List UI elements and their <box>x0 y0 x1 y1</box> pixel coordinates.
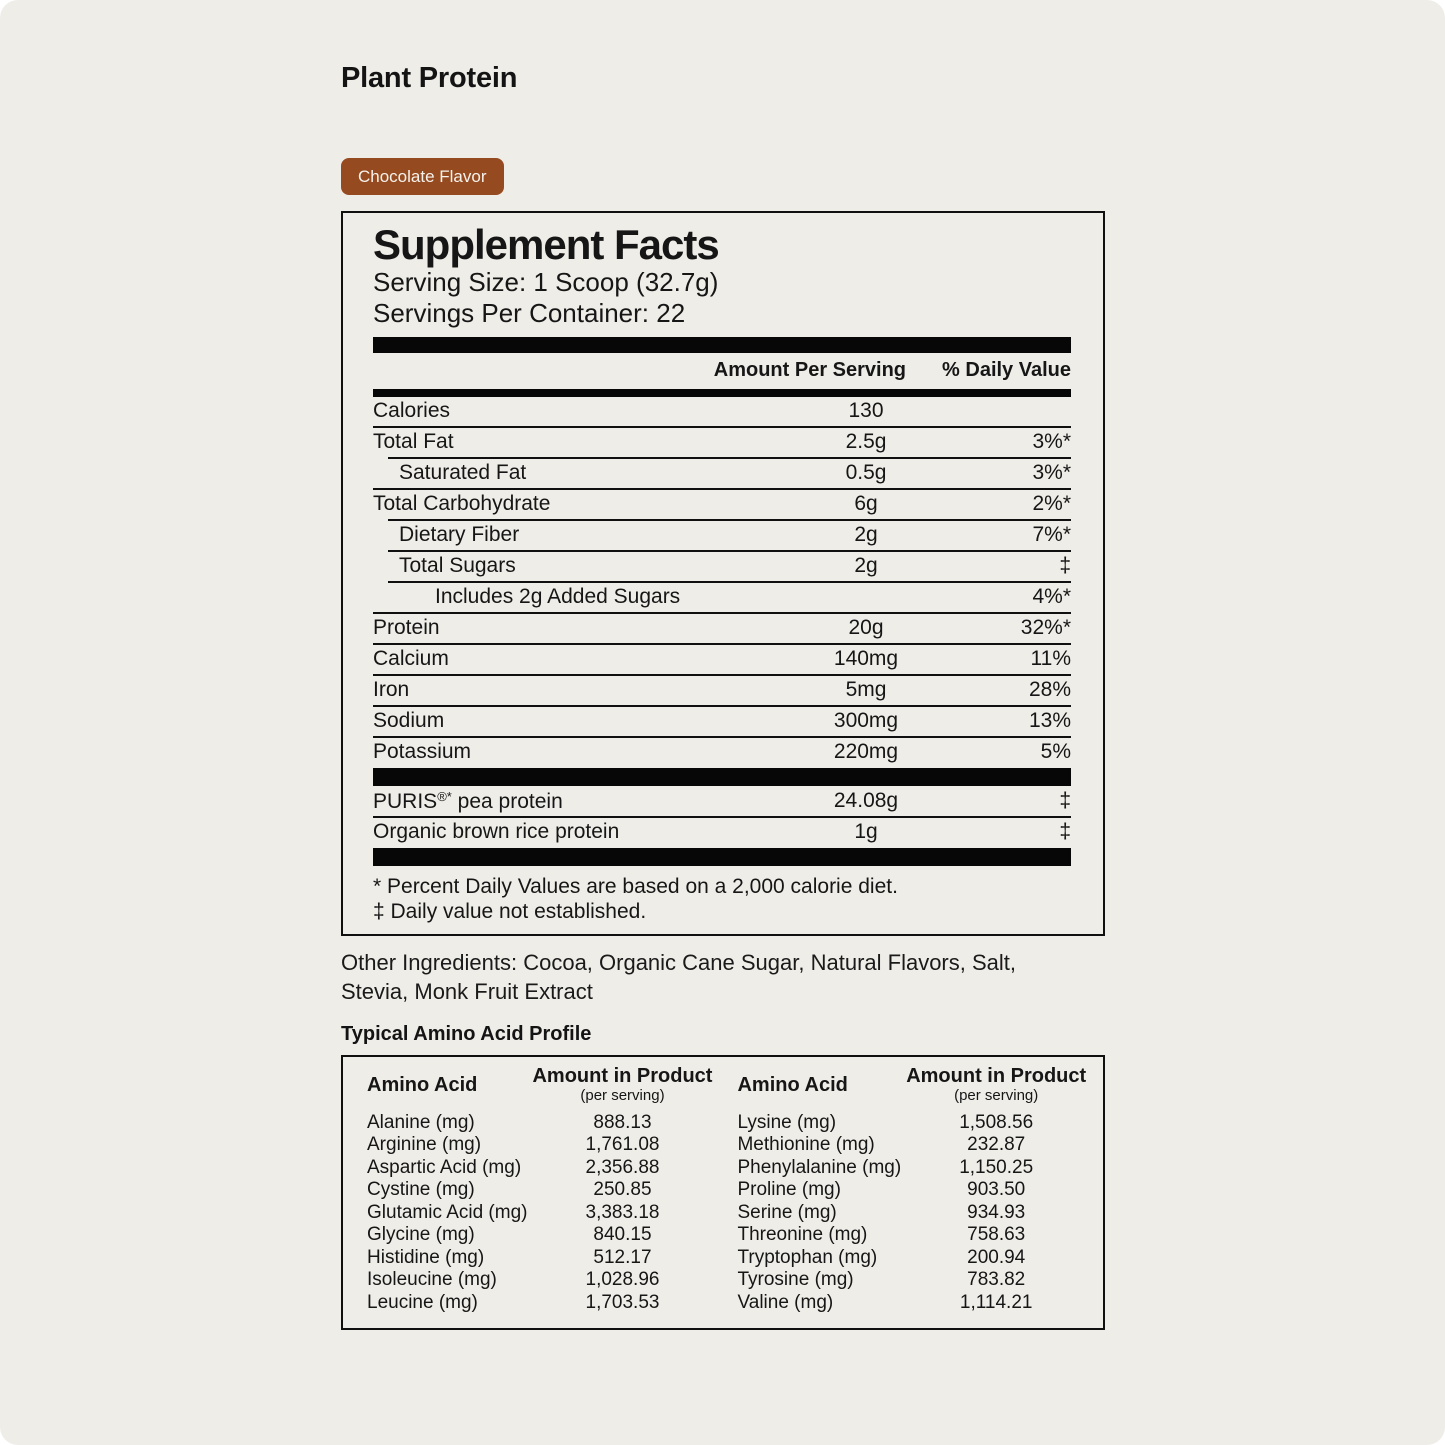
amino-row: Aspartic Acid (mg) 2,356.88 <box>367 1156 660 1178</box>
other-ingredients: Other Ingredients: Cocoa, Organic Cane Sugar, Natural Flavors, Salt, Stevia, Monk Fruit Extract <box>341 950 1016 1005</box>
thin-divider <box>373 389 1071 397</box>
nutrient-row-calcium: Calcium 140mg 11% <box>373 647 1071 671</box>
amino-row: Phenylalanine (mg) 1,150.25 <box>737 1156 1034 1178</box>
facts-column-headers <box>373 353 1071 389</box>
amino-right-headers <box>737 1065 1091 1105</box>
supplement-facts-title: Supplement Facts <box>373 221 719 268</box>
amino-acid-header: Amino Acid <box>367 1074 478 1097</box>
amino-left-headers <box>367 1065 717 1105</box>
footnote-daily-value: * Percent Daily Values are based on a 2,000 calorie diet. <box>373 874 898 898</box>
per-serving-subheader: (per serving) <box>580 1087 665 1105</box>
page-title: Plant Protein <box>341 62 518 94</box>
amino-row: Histidine (mg) 512.17 <box>367 1246 652 1268</box>
nutrient-row-iron: Iron 5mg 28% <box>373 678 1071 702</box>
thick-divider <box>373 768 1071 786</box>
nutrient-row-total-fat: Total Fat 2.5g 3%* <box>373 430 1071 454</box>
amino-row: Glycine (mg) 840.15 <box>367 1224 652 1246</box>
flavor-badge-row <box>341 158 1105 195</box>
amino-row: Proline (mg) 903.50 <box>737 1179 1026 1201</box>
amino-row: Alanine (mg) 888.13 <box>367 1111 652 1133</box>
amount-in-product-header: Amount in Product (per serving) <box>906 1065 1087 1105</box>
serving-size: Serving Size: 1 Scoop (32.7g) <box>373 267 719 298</box>
amino-acid-header: Amino Acid <box>737 1074 848 1097</box>
nutrient-row-saturated-fat: Saturated Fat 0.5g 3%* <box>399 461 1071 485</box>
amino-acid-table <box>341 1055 1105 1330</box>
footnotes <box>373 874 1071 924</box>
servings-per-container: Servings Per Container: 22 <box>373 297 686 328</box>
amino-row: Arginine (mg) 1,761.08 <box>367 1134 660 1156</box>
amino-profile-title: Typical Amino Acid Profile <box>341 1023 592 1046</box>
amino-row: Isoleucine (mg) 1,028.96 <box>367 1269 660 1291</box>
registered-mark: ®* <box>437 788 452 804</box>
amino-row: Valine (mg) 1,114.21 <box>737 1291 1033 1313</box>
nutrient-row-total-carbohydrate: Total Carbohydrate 6g 2%* <box>373 492 1071 516</box>
amount-per-serving-header: Amount Per Serving <box>713 359 907 382</box>
nutrient-row-dietary-fiber: Dietary Fiber 2g 7%* <box>399 523 1071 547</box>
amino-row: Leucine (mg) 1,703.53 <box>367 1291 660 1313</box>
amino-row: Cystine (mg) 250.85 <box>367 1179 652 1201</box>
nutrient-row-added-sugars: Includes 2g Added Sugars 4%* <box>435 585 1071 609</box>
nutrient-row-total-sugars: Total Sugars 2g ‡ <box>399 554 1071 578</box>
amino-column-left <box>343 1065 723 1314</box>
main-column <box>341 0 1105 1330</box>
amino-row: Serine (mg) 934.93 <box>737 1201 1026 1223</box>
supplement-facts-panel <box>341 211 1105 936</box>
amino-row: Tyrosine (mg) 783.82 <box>737 1269 1026 1291</box>
amino-row: Methionine (mg) 232.87 <box>737 1134 1026 1156</box>
flavor-badge[interactable]: Chocolate Flavor <box>341 158 504 195</box>
nutrient-row-brown-rice-protein: Organic brown rice protein 1g ‡ <box>373 820 1071 844</box>
amount-in-product-header: Amount in Product (per serving) <box>532 1065 713 1105</box>
nutrient-row-potassium: Potassium 220mg 5% <box>373 740 1071 764</box>
amino-row: Glutamic Acid (mg) 3,383.18 <box>367 1201 660 1223</box>
thick-divider <box>373 337 1071 353</box>
per-serving-subheader: (per serving) <box>954 1087 1039 1105</box>
amino-row: Threonine (mg) 758.63 <box>737 1224 1026 1246</box>
footnote-not-established: ‡ Daily value not established. <box>373 900 647 924</box>
nutrient-row-sodium: Sodium 300mg 13% <box>373 709 1071 733</box>
amino-column-right <box>723 1065 1117 1314</box>
nutrient-row-protein: Protein 20g 32%* <box>373 616 1071 640</box>
amino-row: Tryptophan (mg) 200.94 <box>737 1246 1026 1268</box>
nutrient-row-calories: Calories 130 <box>373 399 884 423</box>
daily-value-header: % Daily Value <box>942 359 1071 382</box>
thick-divider <box>373 848 1071 866</box>
amino-row: Lysine (mg) 1,508.56 <box>737 1111 1034 1133</box>
nutrient-row-pea-protein: PURIS®* pea protein 24.08g ‡ <box>373 788 1071 813</box>
